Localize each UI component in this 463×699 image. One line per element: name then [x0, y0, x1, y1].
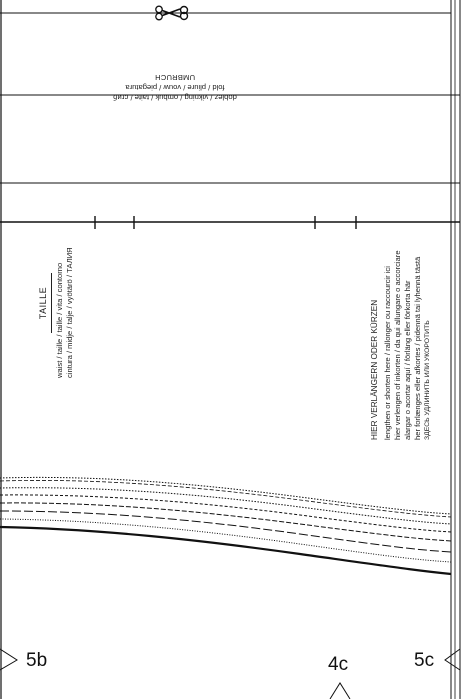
- waist-translation-1: waist / taille / taille / vita / contorno: [55, 262, 64, 378]
- size-line-3: [0, 495, 451, 532]
- scissors-icon-2: [181, 7, 188, 20]
- fold-label-group: [95, 72, 255, 102]
- lengthen-translation-3: alargar o acortar aquí / förläng eller förkorta här: [403, 280, 412, 440]
- waist-title: TAILLE: [38, 273, 52, 333]
- lengthen-translation-2: hier verlengen of inkorten / da qui allungare o accorciare: [393, 250, 402, 440]
- notch-mark-right: 5c: [414, 650, 435, 671]
- lengthen-translation-5: ЗДЕСЬ УДЛИНИТЬ ИЛИ УКОРОТИТЬ: [424, 320, 431, 440]
- size-line-4: [0, 503, 451, 541]
- notch-mark-left: 5b: [26, 650, 48, 671]
- size-line-6: [0, 519, 451, 562]
- lengthen-title: HIER VERLÄNGERN ODER KÜRZEN: [370, 299, 379, 440]
- notch-right: [445, 649, 460, 670]
- notch-mark-center: 4c: [328, 654, 349, 675]
- fold-translation-1: fold / pliure / vouw / piegatura: [125, 83, 225, 92]
- fold-translation-2: doblez / vikning / ombuk / taite / сгиб: [113, 93, 237, 102]
- notch-left: [0, 649, 17, 670]
- lengthen-label-group: [370, 250, 440, 440]
- notch-center: [330, 683, 350, 699]
- waist-label-group: [38, 228, 88, 378]
- lengthen-translation-1: lengthen or shorten here / rallonger ou raccourcir ici: [383, 266, 392, 440]
- waist-translation-2: cintura / midje / talje / vyötärö / ТАЛИЯ: [65, 247, 74, 378]
- lengthen-translation-4: her forlænges eller afkortes / pidennä tai lyhennä tästä: [413, 256, 422, 440]
- fold-label: UMBRUCH: [154, 73, 196, 82]
- hem-cut-line: [0, 527, 451, 574]
